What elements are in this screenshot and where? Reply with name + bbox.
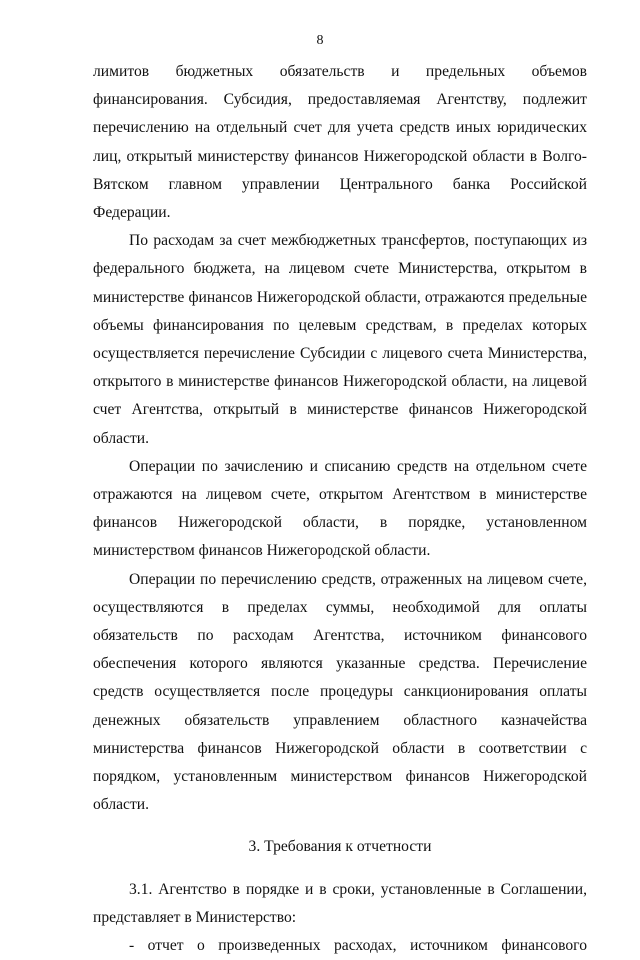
paragraph-interbudget-transfers: По расходам за счет межбюджетных трансфертов, поступающих из федерального бюджета, на лицевом счете Министерства, открытом в министерстве финансов Нижегородской области, отражаются предельные объемы финансирования по целевым средствам, в пределах которых осуществляется перечисление Субсидии с лицевого счета Министерства, открытого в министерстве финансов Нижегородской области, на лицевой счет Агентства, открытый в министерстве финансов Нижегородской области. bbox=[93, 232, 587, 447]
section-heading: 3. Требования к отчетности bbox=[248, 838, 432, 856]
paragraph-continuation: лимитов бюджетных обязательств и предельных объемов финансирования. Субсидия, предоставляемая Агентству, подлежит перечислению на отдельный счет для учета средств иных юридических лиц, открытый министерству финансов Нижегородской области в Волго-Вятском главном управлении Центрального банка Российской Федерации. bbox=[93, 63, 587, 222]
paragraph-transfer-operations: Операции по перечислению средств, отраженных на лицевом счете, осуществляются в пределах суммы, необходимой для оплаты обязательств по расходам Агентства, источником финансового обеспечения которого являются указанные средства. Перечисление средств осуществляется после процедуры санкционирования оплаты денежных обязательств управлением областного казначейства министерства финансов Нижегородской области в соответствии с порядком, установленным министерством финансов Нижегородской области. bbox=[93, 570, 587, 814]
list-item-expense-report: - отчет о произведенных расходах, источником финансового bbox=[129, 937, 587, 955]
paragraph-separate-account-operations: Операции по зачислению и списанию средств на отдельном счете отражаются на лицевом счете, открытом Агентством в министерстве финансов Нижегородской области, в порядке, установленном министерством финансов Нижегородской области. bbox=[93, 457, 587, 560]
document-body bbox=[93, 58, 587, 960]
page-number: 8 bbox=[316, 33, 324, 48]
paragraph-reporting-clause: 3.1. Агентство в порядке и в сроки, установленные в Соглашении, представляет в Министерство: bbox=[93, 880, 587, 926]
